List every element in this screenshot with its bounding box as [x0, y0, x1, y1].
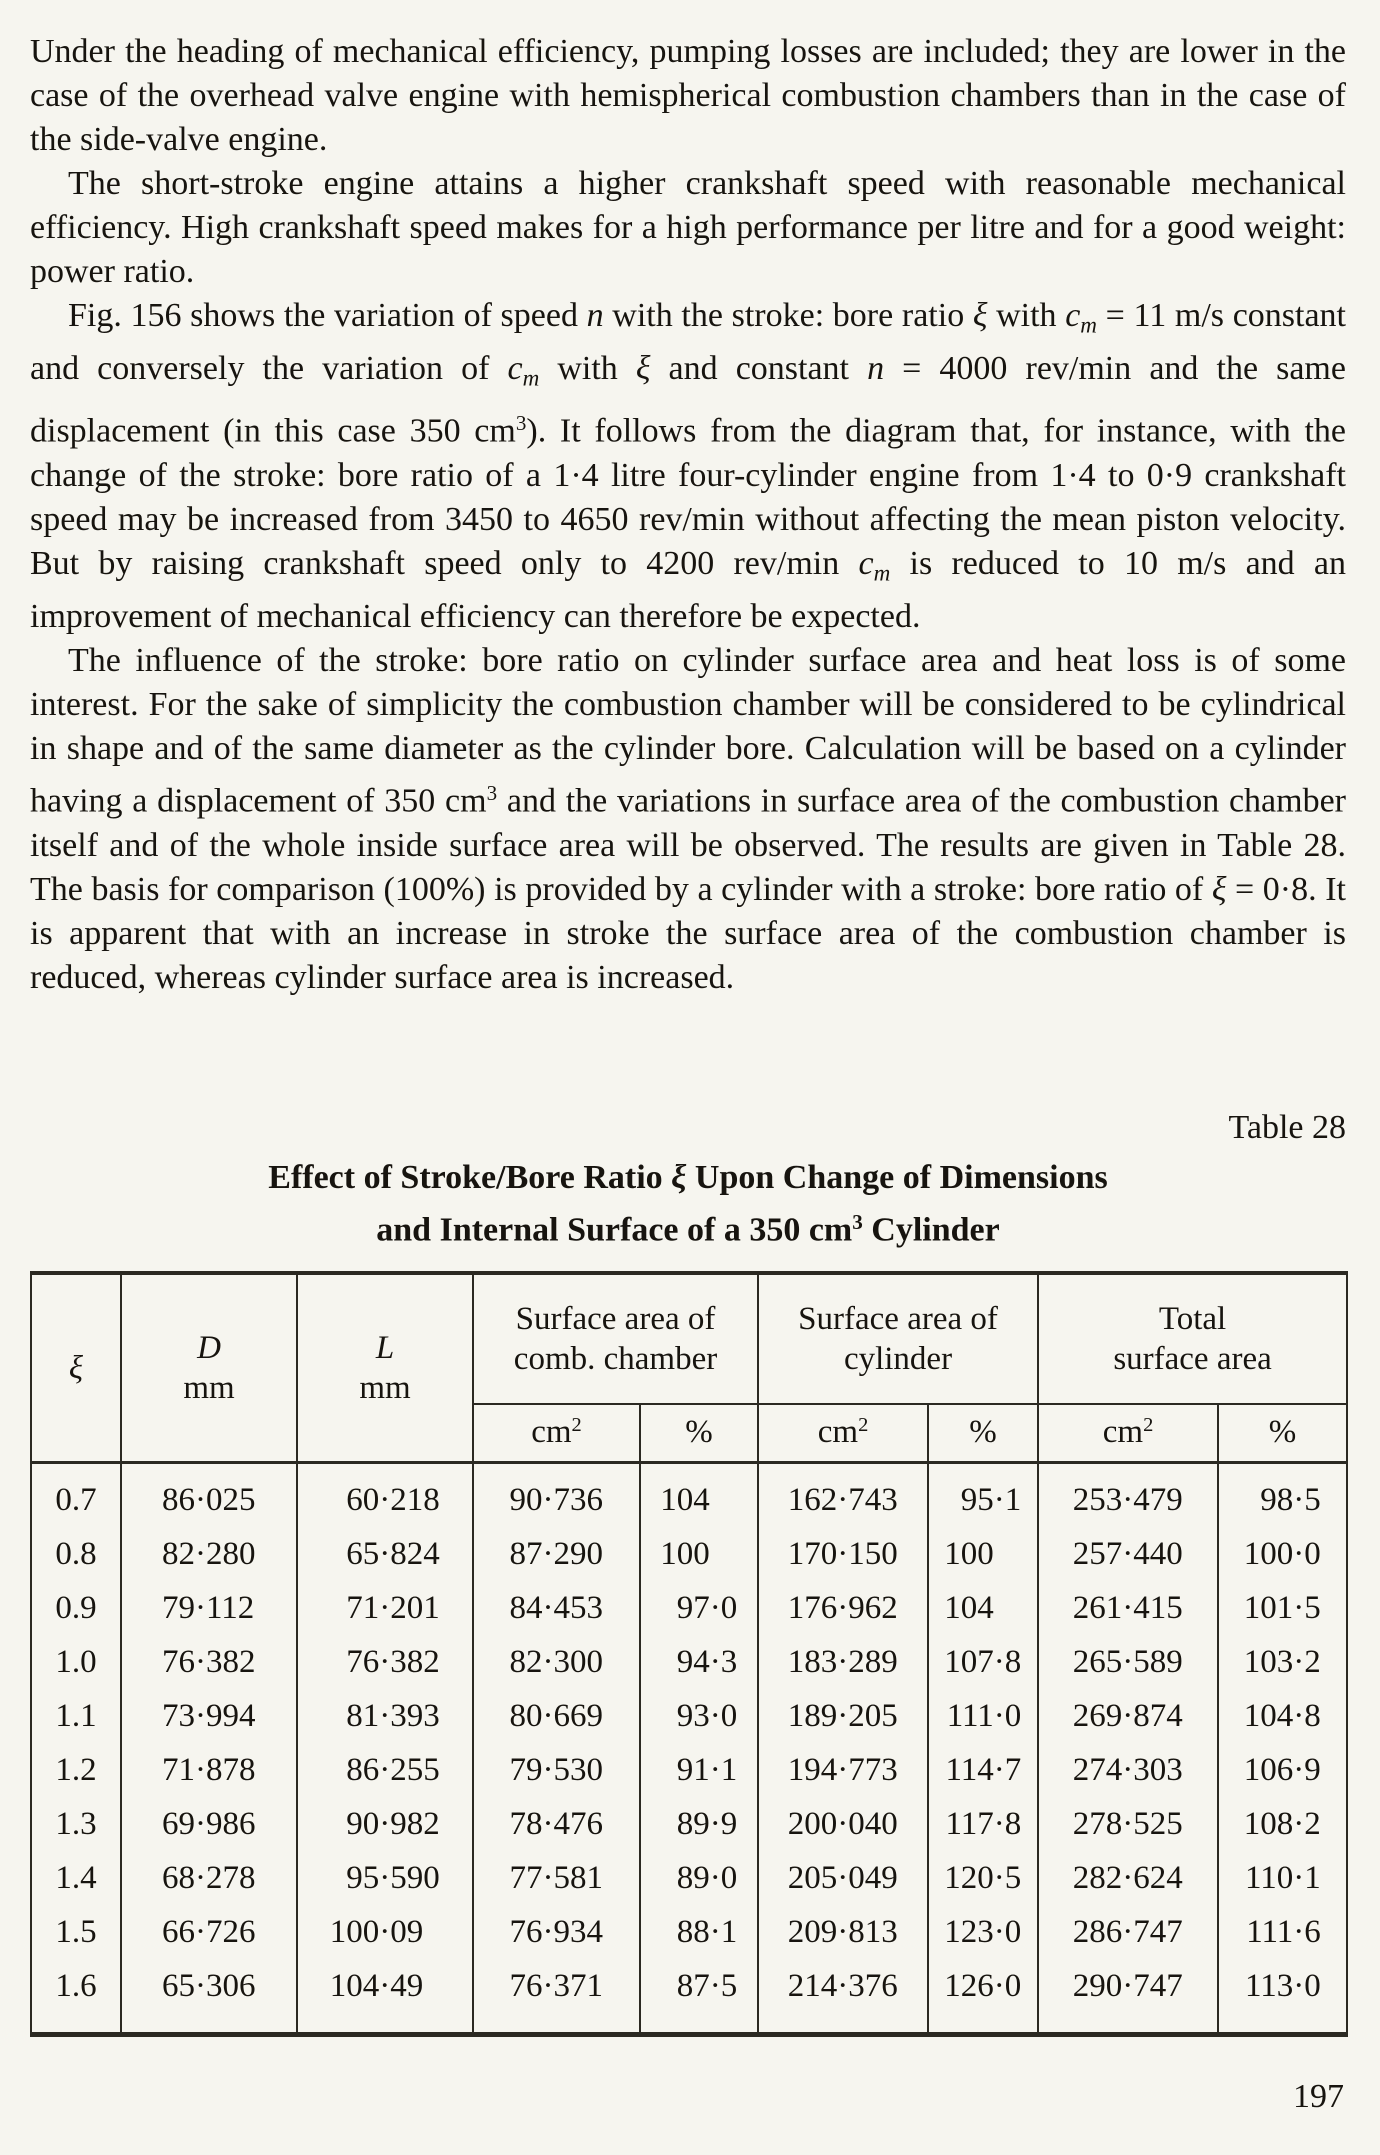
col-header-bore-diameter — [121, 1273, 297, 1463]
table-cell: 282 ·624 — [1038, 1852, 1218, 1906]
table-cell: 189 ·205 — [758, 1690, 928, 1744]
table-cell: 87 ·5 — [640, 1960, 758, 2035]
table-cell: 100 — [928, 1528, 1038, 1582]
table-cell: 106 ·9 — [1218, 1744, 1347, 1798]
table-body — [31, 1462, 1347, 2034]
group-header-comb-chamber-area — [473, 1273, 758, 1404]
table-row — [31, 1960, 1347, 2035]
unit-header-cm2: $cm^2$ — [758, 1404, 928, 1463]
table-cell: 89 ·0 — [640, 1852, 758, 1906]
table-cell: 65 ·306 — [121, 1960, 297, 2035]
table-cell: 257 ·440 — [1038, 1528, 1218, 1582]
table-cell: 73 ·994 — [121, 1690, 297, 1744]
paragraph: The influence of the stroke: bore ratio on cylinder surface area and heat loss is of some interest. For the sake of simplicity the combustion chamber will be considered to be cylindrical in shape and of the same diameter as the cylinder bore. Calculation will be based on a cylinder having a displacement of 350 $cm^3$ and the variations in surface area of the combustion chamber itself and of the whole inside surface area will be observed. The results are given in Table 28. The basis for comparison (100%) is provided by a cylinder with a stroke: bore ratio of ξ = 0·8. It is apparent that with an increase in stroke the surface area of the combustion chamber is reduced, whereas cylinder surface area is increased. — [30, 642, 1346, 996]
table-cell: 110 ·1 — [1218, 1852, 1347, 1906]
table-cell: 120 ·5 — [928, 1852, 1038, 1906]
table-cell: 80 ·669 — [473, 1690, 640, 1744]
table-cell: 84 ·453 — [473, 1582, 640, 1636]
table-row — [31, 1906, 1347, 1960]
col-header-stroke-length — [297, 1273, 473, 1463]
table-cell: 60 ·218 — [297, 1462, 473, 1528]
table-cell: 117 ·8 — [928, 1798, 1038, 1852]
table-cell: 76 ·382 — [297, 1636, 473, 1690]
page-number: 197 — [1293, 2078, 1344, 2115]
table-cell: 200 ·040 — [758, 1798, 928, 1852]
table-cell: 76 ·934 — [473, 1906, 640, 1960]
table-cell: 86 ·255 — [297, 1744, 473, 1798]
table-cell: 1.2 — [31, 1744, 121, 1798]
table-cell: 0.9 — [31, 1582, 121, 1636]
table-cell: 123 ·0 — [928, 1906, 1038, 1960]
group-header-total-area — [1038, 1273, 1347, 1404]
table-title-line2: and Internal Surface of a 350 $cm^3$ Cylinder — [376, 1210, 1000, 1249]
unit-header-cm2: $cm^2$ — [473, 1404, 640, 1463]
table-cell: 0.7 — [31, 1462, 121, 1528]
table-cell: 290 ·747 — [1038, 1960, 1218, 2035]
table-cell: 100 ·09 — [297, 1906, 473, 1960]
table-cell: 82 ·280 — [121, 1528, 297, 1582]
table-cell: 183 ·289 — [758, 1636, 928, 1690]
table-cell: 170 ·150 — [758, 1528, 928, 1582]
unit-header-percent: % — [928, 1404, 1038, 1463]
table-label: Table 28 — [1228, 1109, 1346, 1146]
paragraph: Under the heading of mechanical efficiency, pumping losses are included; they are lower in the case of the overhead valve engine with hemispherical combustion chambers than in the case of the side-valve engine. — [30, 33, 1346, 158]
table-cell: 100 — [640, 1528, 758, 1582]
table-cell: 104 ·49 — [297, 1960, 473, 2035]
table-cell: 90 ·736 — [473, 1462, 640, 1528]
stroke-symbol: L — [375, 1329, 395, 1366]
table-cell: 114 ·7 — [928, 1744, 1038, 1798]
table-header — [31, 1273, 1347, 1463]
table-cell: 79 ·530 — [473, 1744, 640, 1798]
table-cell: 100 ·0 — [1218, 1528, 1347, 1582]
table-cell: 194 ·773 — [758, 1744, 928, 1798]
table-cell: 126 ·0 — [928, 1960, 1038, 2035]
table-row — [31, 1528, 1347, 1582]
group-header-cylinder-area — [758, 1273, 1038, 1404]
table-row — [31, 1690, 1347, 1744]
table-cell: 1.3 — [31, 1798, 121, 1852]
table-cell: 66 ·726 — [121, 1906, 297, 1960]
table-cell: 89 ·9 — [640, 1798, 758, 1852]
table-cell: 0.8 — [31, 1528, 121, 1582]
table-cell: 81 ·393 — [297, 1690, 473, 1744]
group-header-line: cylinder — [843, 1340, 953, 1377]
table-title — [30, 1156, 1346, 1253]
table-row — [31, 1852, 1347, 1906]
table-cell: 76 ·371 — [473, 1960, 640, 2035]
table-cell: 1.5 — [31, 1906, 121, 1960]
table-cell: 79 ·112 — [121, 1582, 297, 1636]
table-cell: 95 ·1 — [928, 1462, 1038, 1528]
table-cell: 269 ·874 — [1038, 1690, 1218, 1744]
table-row — [31, 1798, 1347, 1852]
body-text — [30, 30, 1346, 1094]
table-cell: 113 ·0 — [1218, 1960, 1347, 2035]
table-cell: 68 ·278 — [121, 1852, 297, 1906]
table-cell: 111 ·6 — [1218, 1906, 1347, 1960]
table-cell: 94 ·3 — [640, 1636, 758, 1690]
table-cell: 90 ·982 — [297, 1798, 473, 1852]
table-cell: 93 ·0 — [640, 1690, 758, 1744]
table-cell: 209 ·813 — [758, 1906, 928, 1960]
table-cell: 69 ·986 — [121, 1798, 297, 1852]
group-header-line: Total — [1158, 1300, 1227, 1337]
table-cell: 253 ·479 — [1038, 1462, 1218, 1528]
group-header-line: Surface area of — [515, 1300, 716, 1337]
table-cell: 71 ·201 — [297, 1582, 473, 1636]
table-cell: 205 ·049 — [758, 1852, 928, 1906]
table-cell: 71 ·878 — [121, 1744, 297, 1798]
group-header-line: surface area — [1113, 1340, 1272, 1377]
table-cell: 274 ·303 — [1038, 1744, 1218, 1798]
table-cell: 108 ·2 — [1218, 1798, 1347, 1852]
table-cell: 104 — [928, 1582, 1038, 1636]
table-cell: 98 ·5 — [1218, 1462, 1347, 1528]
table-title-line1: Effect of Stroke/Bore Ratio ξ Upon Change of Dimensions — [268, 1159, 1108, 1196]
table-cell: 1.6 — [31, 1960, 121, 2035]
table-cell: 286 ·747 — [1038, 1906, 1218, 1960]
table-cell: 87 ·290 — [473, 1528, 640, 1582]
table-cell: 65 ·824 — [297, 1528, 473, 1582]
table-cell: 97 ·0 — [640, 1582, 758, 1636]
unit-header-cm2: $cm^2$ — [1038, 1404, 1218, 1463]
table-cell: 88 ·1 — [640, 1906, 758, 1960]
group-header-line: comb. chamber — [513, 1340, 718, 1377]
table-cell: 76 ·382 — [121, 1636, 297, 1690]
table-row — [31, 1462, 1347, 1528]
table-cell: 86 ·025 — [121, 1462, 297, 1528]
unit-header-percent: % — [640, 1404, 758, 1463]
col-header-stroke-bore-ratio: ξ — [31, 1273, 121, 1463]
table-cell: 278 ·525 — [1038, 1798, 1218, 1852]
table-cell: 214 ·376 — [758, 1960, 928, 2035]
table-row — [31, 1744, 1347, 1798]
table-cell: 101 ·5 — [1218, 1582, 1347, 1636]
table-cell: 104 — [640, 1462, 758, 1528]
bore-unit: mm — [183, 1369, 235, 1406]
table-cell: 78 ·476 — [473, 1798, 640, 1852]
table-cell: 1.4 — [31, 1852, 121, 1906]
table-cell: 261 ·415 — [1038, 1582, 1218, 1636]
table-cell: 107 ·8 — [928, 1636, 1038, 1690]
bore-symbol: D — [197, 1329, 221, 1366]
table-row — [31, 1636, 1347, 1690]
group-header-line: Surface area of — [798, 1300, 998, 1337]
table-cell: 176 ·962 — [758, 1582, 928, 1636]
table-row — [31, 1582, 1347, 1636]
paragraph: The short-stroke engine attains a higher crankshaft speed with reasonable mechanical efficiency. High crankshaft speed makes for a high performance per litre and for a good weight: power ratio. — [30, 165, 1346, 290]
table-cell: 104 ·8 — [1218, 1690, 1347, 1744]
table-cell: 82 ·300 — [473, 1636, 640, 1690]
table-cell: 95 ·590 — [297, 1852, 473, 1906]
table-cell: 111 ·0 — [928, 1690, 1038, 1744]
paragraph: Fig. 156 shows the variation of speed n with the stroke: bore ratio ξ with cm = 11 m/s constant and conversely the variation of cm with ξ and constant n = 4000 rev/min and the same displacement (in this case 350 $cm^3$). It follows from the diagram that, for instance, with the change of the stroke: bore ratio of a 1·4 litre four-cylinder engine from 1·4 to 0·9 crankshaft speed may be increased from 3450 to 4650 rev/min without affecting the mean piston velocity. But by raising crankshaft speed only to 4200 rev/min cm is reduced to 10 m/s and an improvement of mechanical efficiency can therefore be expected. — [30, 297, 1346, 635]
table-cell: 1.0 — [31, 1636, 121, 1690]
table-cell: 91 ·1 — [640, 1744, 758, 1798]
table-cell: 162 ·743 — [758, 1462, 928, 1528]
data-table — [30, 1271, 1348, 2037]
table-cell: 103 ·2 — [1218, 1636, 1347, 1690]
unit-header-percent: % — [1218, 1404, 1347, 1463]
stroke-unit: mm — [359, 1369, 411, 1406]
table-cell: 265 ·589 — [1038, 1636, 1218, 1690]
table-cell: 77 ·581 — [473, 1852, 640, 1906]
table-cell: 1.1 — [31, 1690, 121, 1744]
